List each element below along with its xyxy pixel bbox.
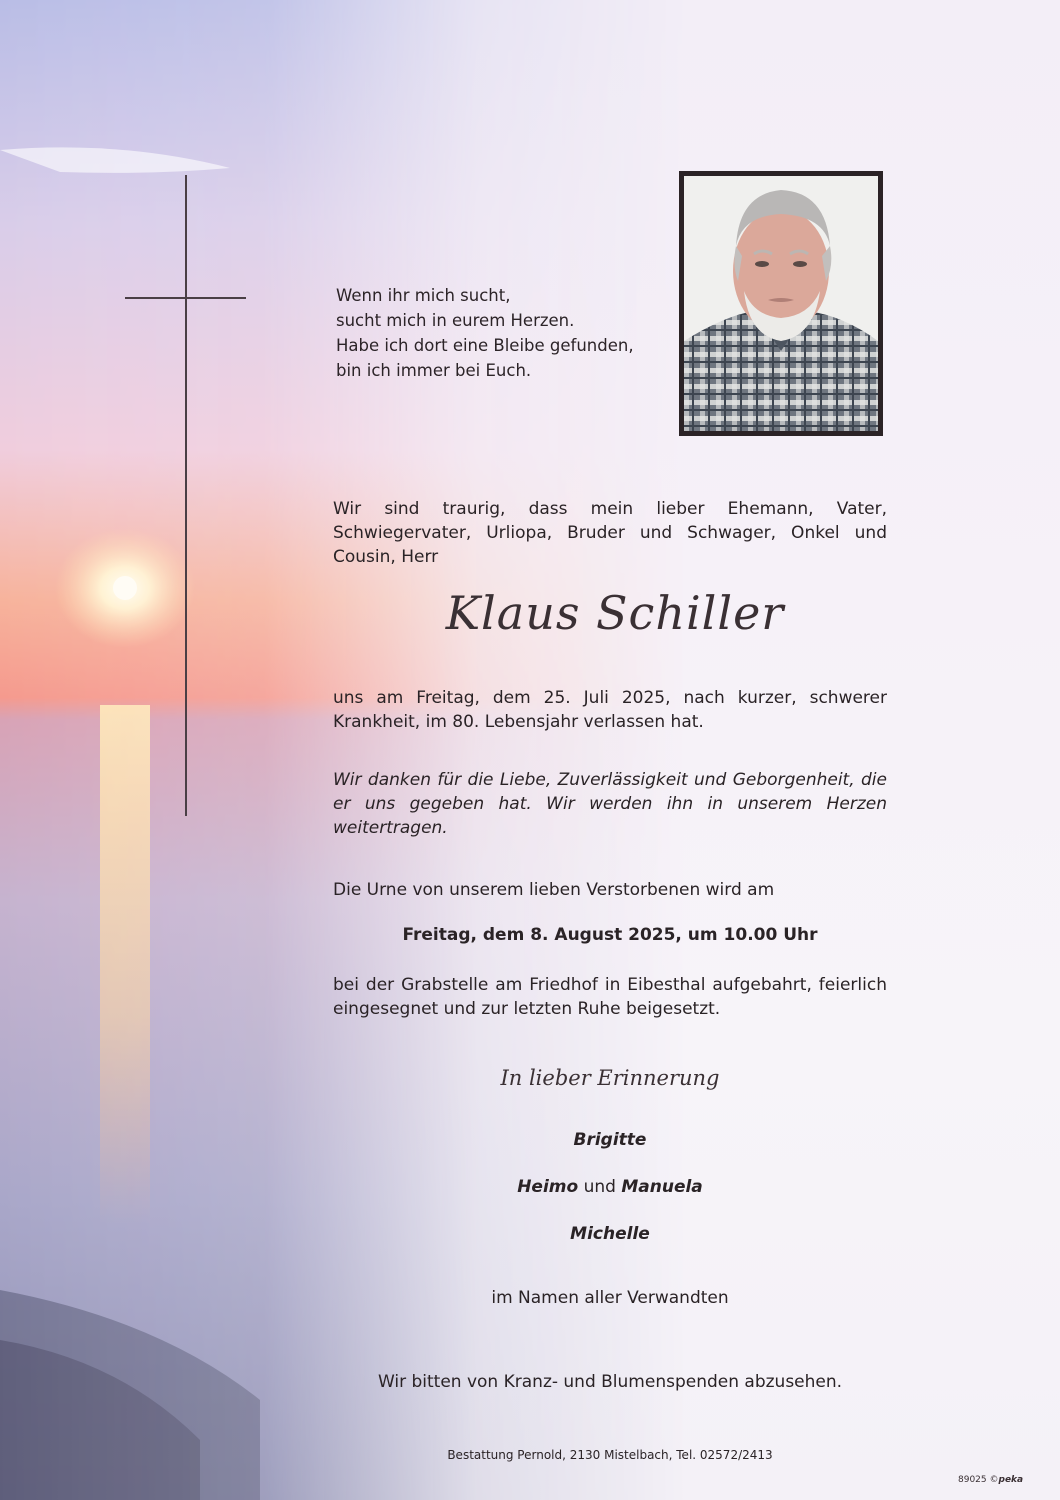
copyright-mark: © [989, 1475, 999, 1485]
quote-line: Wenn ihr mich sucht, [336, 286, 511, 305]
memory-heading: In lieber Erinnerung [500, 1066, 720, 1090]
printer-logo: peka [998, 1475, 1024, 1485]
ceremony-date: Freitag, dem 8. August 2025, um 10.00 Uhr [402, 925, 818, 945]
quote-line: sucht mich in eurem Herzen. [336, 311, 575, 330]
death-notice: uns am Freitag, dem 25. Juli 2025, nach kurzer, schwerer Krankheit, im 80. Lebensjahr verlassen hat. [333, 688, 887, 732]
quote-line: bin ich immer bei Euch. [336, 361, 532, 380]
cross-horizontal-bar [125, 297, 246, 299]
portrait-photo [684, 176, 878, 431]
print-code-number: 89025 [958, 1475, 987, 1485]
intro-text: Wir sind traurig, dass mein lieber Ehemann, Vater, Schwiegervater, Urliopa, Bruder und Schwager, Onkel und Cousin, Herr [333, 499, 887, 567]
deceased-name: Klaus Schiller [445, 586, 785, 640]
portrait-frame [679, 171, 883, 436]
donation-note: Wir bitten von Kranz- und Blumenspenden abzusehen. [377, 1372, 843, 1392]
mourner-manuela: Manuela [621, 1177, 703, 1197]
mourner-and: und [583, 1177, 616, 1197]
thanks-text: Wir danken für die Liebe, Zuverlässigkeit und Geborgenheit, die er uns gegeben hat. Wir werden ihn in unserem Herzen weitertragen. [333, 770, 887, 838]
mourner-michelle: Michelle [570, 1224, 650, 1244]
mourner-brigitte: Brigitte [573, 1130, 647, 1150]
print-code [958, 1475, 1023, 1485]
cross-vertical-bar [185, 175, 187, 816]
mourner-heimo-manuela [333, 1177, 887, 1197]
quote-line: Habe ich dort eine Bleibe gefunden, [336, 336, 634, 355]
urn-intro: Die Urne von unserem lieben Verstorbenen wird am [333, 880, 775, 900]
funeral-home-footer: Bestattung Pernold, 2130 Mistelbach, Tel. 02572/2413 [447, 1448, 773, 1462]
relatives-line: im Namen aller Verwandten [491, 1288, 729, 1308]
ceremony-place: bei der Grabstelle am Friedhof in Eibesthal aufgebahrt, feierlich eingesegnet und zur letzten Ruhe beigesetzt. [333, 975, 887, 1019]
mourner-heimo: Heimo [517, 1177, 579, 1197]
memorial-quote [336, 283, 656, 383]
portrait-illustration [684, 176, 878, 431]
